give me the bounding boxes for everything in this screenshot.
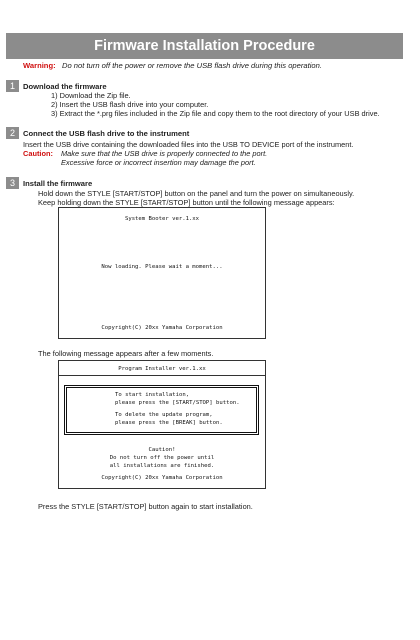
step-2-title: Connect the USB flash drive to the instrument <box>23 129 190 138</box>
instruction-line-2: please press the [START/STOP] button. <box>115 400 240 406</box>
installer-screen <box>58 360 266 489</box>
installer-header: Program Installer ver.1.xx <box>118 366 206 372</box>
installer-caution-line-2: all installations are finished. <box>109 463 215 469</box>
installer-caution-title: Caution! <box>148 447 176 453</box>
step-1-item-1: 1) Download the Zip file. <box>51 91 131 100</box>
installer-copyright: Copyright(C) 20xx Yamaha Corporation <box>101 475 223 481</box>
step-1-item-2: 2) Insert the USB flash drive into your computer. <box>51 100 209 109</box>
instruction-line-4: please press the [BREAK] button. <box>115 420 223 426</box>
warning-label: Warning: <box>23 61 56 70</box>
installer-instruction-box <box>64 385 259 435</box>
step-1-number: 1 <box>6 80 19 92</box>
step-2-text: Insert the USB drive containing the downloaded files into the USB TO DEVICE port of the instrument. <box>23 140 354 149</box>
installer-divider <box>59 375 265 376</box>
step-3-final-text: Press the STYLE [START/STOP] button again to start installation. <box>38 502 253 511</box>
step-2-caution-line-2: Excessive force or incorrect insertion may damage the port. <box>61 158 256 167</box>
step-2-caution-label: Caution: <box>23 149 53 158</box>
step-3-title: Install the firmware <box>23 179 93 188</box>
step-2-number: 2 <box>6 127 19 139</box>
step-3-after-text: The following message appears after a few moments. <box>38 349 214 358</box>
installer-caution-line-1: Do not turn off the power until <box>109 455 215 461</box>
instruction-line-3: To delete the update program, <box>115 412 213 418</box>
page-title: Firmware Installation Procedure <box>6 33 403 59</box>
step-1-item-3: 3) Extract the *.prg files included in the Zip file and copy them to the root directory of your USB drive. <box>51 109 380 118</box>
step-1-title: Download the firmware <box>23 82 107 91</box>
booter-header: System Booter ver.1.xx <box>124 216 200 222</box>
warning-line <box>23 61 322 70</box>
step-2-caution-line-1: Make sure that the USB drive is properly connected to the port. <box>61 149 268 158</box>
instruction-line-1: To start installation, <box>115 392 190 398</box>
step-3-line-1: Hold down the STYLE [START/STOP] button on the panel and turn the power on simultaneously. <box>38 189 355 198</box>
booter-message: Now loading. Please wait a moment... <box>101 264 223 270</box>
booter-screen <box>58 207 266 339</box>
step-3-number: 3 <box>6 177 19 189</box>
warning-text: Do not turn off the power or remove the USB flash drive during this operation. <box>61 61 322 70</box>
step-3-line-2: Keep holding down the STYLE [START/STOP] button until the following message appears: <box>38 198 335 207</box>
booter-copyright: Copyright(C) 20xx Yamaha Corporation <box>101 325 223 331</box>
